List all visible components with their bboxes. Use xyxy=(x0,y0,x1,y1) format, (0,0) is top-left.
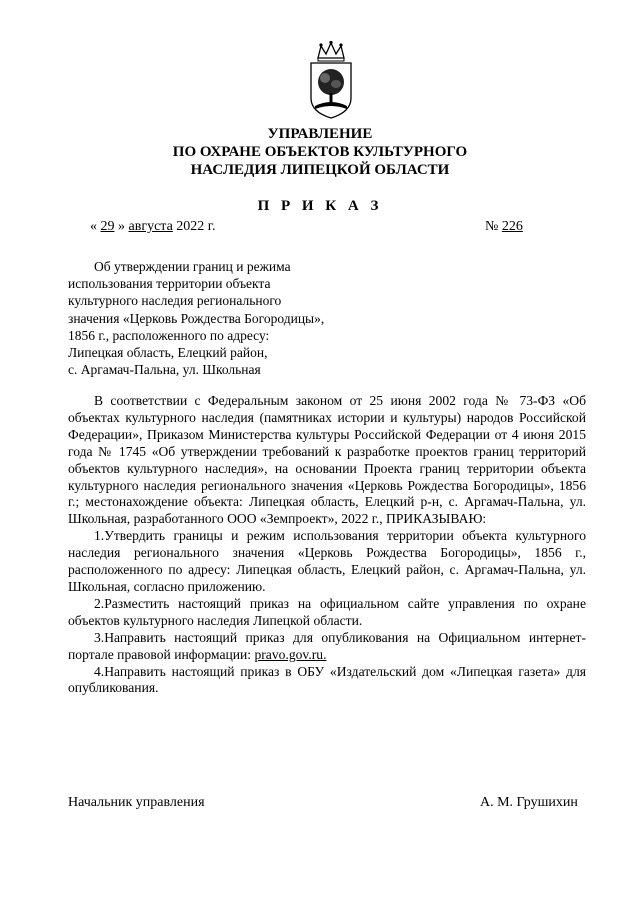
signatory-name: А. М. Грушихин xyxy=(480,795,578,810)
subject-line: значения «Церковь Рождества Богородицы», xyxy=(68,310,325,326)
preamble-paragraph: В соответствии с Федеральным законом от 25 июня 2002 года № 73-ФЗ «Об объектах культурного наследия (памятниках истории и культуры) народов Российской Федерации», Приказом Министерства культуры Российской Федерации от 4 июня 2015 года № 1745 «Об утверждении требований к разработке проектов границ территорий объектов культурного наследия», на основании Проекта границ территории объекта культурного наследия регионального значения «Церковь Рождества Богородицы», 1856 г.; местонахождение объекта: Липецкая область, Елецкий р-н, с. Аргамач-Пальна, ул. Школьная, разработанного ООО «Земпроект», 2022 г., ПРИКАЗЫВАЮ: xyxy=(68,393,586,527)
subject-line: использования территории объекта xyxy=(68,276,271,292)
document-type-title: П Р И К А З xyxy=(257,198,383,214)
order-item-1: 1.Утвердить границы и режим использования территории объекта культурного наследия регионального значения «Церковь Рождества Богородицы», 1856 г., расположенного по адресу: Липецкая область, Елецкий район, с. Аргамач-Пальна, ул. Школьная, согласно приложению. xyxy=(68,528,586,594)
date-close-quote: » xyxy=(118,219,125,234)
signatory-position: Начальник управления xyxy=(68,795,205,810)
order-subject xyxy=(68,258,378,378)
coat-of-arms-icon xyxy=(301,40,361,120)
org-name-line-2: ПО ОХРАНЕ ОБЪЕКТОВ КУЛЬТУРНОГО xyxy=(172,144,468,160)
subject-line: 1856 г., расположенного по адресу: xyxy=(68,327,270,343)
pravo-link[interactable]: pravo.gov.ru. xyxy=(254,646,327,662)
org-name-line-1: УПРАВЛЕНИЕ xyxy=(267,126,373,142)
order-body xyxy=(68,393,586,697)
date-open-quote: « xyxy=(90,219,97,234)
date-month: августа xyxy=(128,219,173,234)
subject-line: Липецкая область, Елецкий район, xyxy=(68,345,268,361)
number-value: 226 xyxy=(501,219,523,234)
order-item-3-text: 3.Направить настоящий приказ для опубликования на Официальном интернет-портале правовой информации: xyxy=(68,629,586,662)
order-item-3 xyxy=(68,630,586,664)
number-sign: № xyxy=(485,219,499,234)
subject-line: Об утверждении границ и режима xyxy=(94,259,291,274)
subject-line: с. Аргамач-Пальна, ул. Школьная xyxy=(68,362,261,378)
subject-line: культурного наследия регионального xyxy=(68,293,282,309)
date-year: 2022 г. xyxy=(176,219,216,234)
order-date xyxy=(90,219,215,235)
order-number xyxy=(485,219,523,235)
org-name-line-3: НАСЛЕДИЯ ЛИПЕЦКОЙ ОБЛАСТИ xyxy=(190,162,450,178)
order-item-2: 2.Разместить настоящий приказ на официальном сайте управления по охране объектов культурного наследия Липецкой области. xyxy=(68,595,586,628)
order-item-4: 4.Направить настоящий приказ в ОБУ «Издательский дом «Липецкая газета» для опубликования. xyxy=(68,663,586,696)
date-day: 29 xyxy=(100,219,115,234)
